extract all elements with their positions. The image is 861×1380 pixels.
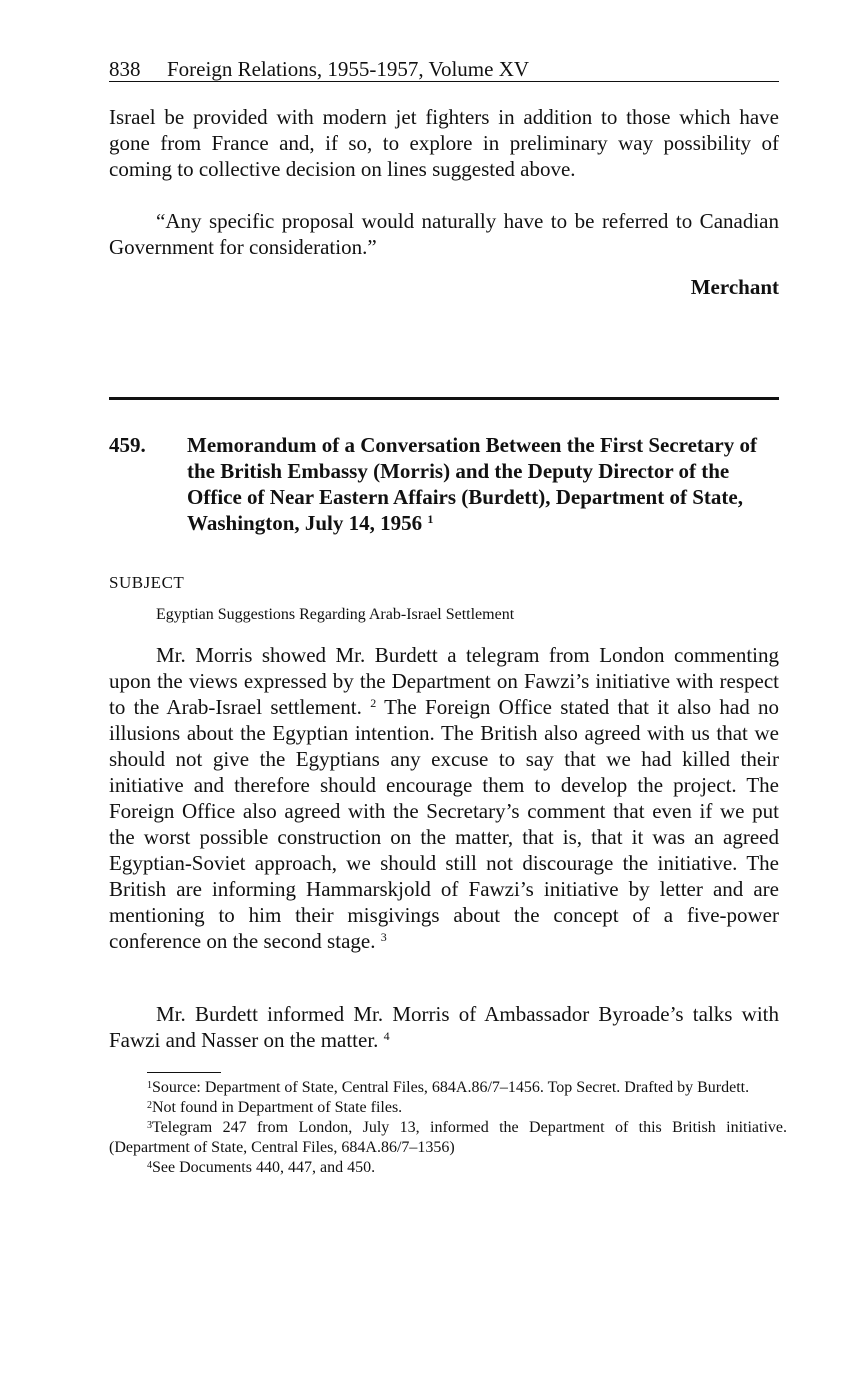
memo-paragraph-2-text: Mr. Burdett informed Mr. Morris of Ambassador Byroade’s talks with Fawzi and Nasser on the matter. <box>109 1002 779 1052</box>
footnote-2-num: 2 <box>147 1100 152 1111</box>
footnote-2-text: Not found in Department of State files. <box>152 1099 403 1116</box>
running-title: Foreign Relations, 1955-1957, Volume XV <box>167 57 530 81</box>
footnotes <box>109 1078 787 1178</box>
footnote-4-text: See Documents 440, 447, and 450. <box>152 1159 376 1176</box>
footnote-4 <box>109 1158 787 1178</box>
page-number: 838 <box>109 57 141 81</box>
footnote-4-num: 4 <box>147 1160 152 1171</box>
footnote-1-text: Source: Department of State, Central Files, 684A.86/7–1456. Top Secret. Drafted by Burdett. <box>152 1079 750 1096</box>
footnote-ref-1: 1 <box>427 512 434 526</box>
footnote-1-num: 1 <box>147 1080 152 1091</box>
footnote-3 <box>109 1118 787 1158</box>
memo-paragraph-1 <box>109 642 779 954</box>
footnote-divider <box>147 1072 221 1073</box>
footnote-ref-3: 3 <box>380 930 387 944</box>
quoted-paragraph: “Any specific proposal would naturally have to be referred to Canadian Government for consideration.” <box>109 209 779 259</box>
footnote-3-num: 3 <box>147 1120 152 1131</box>
footnote-ref-4: 4 <box>383 1029 390 1043</box>
memo-paragraph-1-part-a: Mr. Morris showed Mr. Burdett a telegram from London commenting upon the views expressed by the Department on Fawzi’s initiative with respect to the Arab-Israel settlement. <box>109 643 779 719</box>
memo-paragraph-2 <box>109 1001 779 1053</box>
section-divider <box>109 397 779 400</box>
document-title <box>187 432 787 536</box>
memo-paragraph-1-part-b: The Foreign Office stated that it also had no illusions about the Egyptian intention. The British also agreed with us that we should not give the Egyptians any excuse to say that we had killed their initiative and therefore should encourage them to develop the project. The Foreign Office also agreed with the Secretary’s comment that even if we put the worst possible construction on the matter, that is, that it was an agreed Egyptian-Soviet approach, we should still not discourage the initiative. The British are informing Hammarskjold of Fawzi’s initiative by letter and are mentioning to him their misgivings about the concept of a five-power conference on the second stage. <box>109 695 779 953</box>
continued-paragraph: Israel be provided with modern jet fighters in addition to those which have gone from France and, if so, to explore in preliminary way possibility of coming to collective decision on lines suggested above. <box>109 105 779 181</box>
footnote-3-text: Telegram 247 from London, July 13, informed the Department of this British initiative. (Department of State, Central Files, 684A.86/7–1356) <box>109 1119 787 1156</box>
footnote-2 <box>109 1098 787 1118</box>
signature: Merchant <box>690 275 779 299</box>
running-header <box>109 57 779 82</box>
subject-text: Egyptian Suggestions Regarding Arab-Israel Settlement <box>156 606 515 623</box>
subject-label: SUBJECT <box>109 573 185 592</box>
footnote-1 <box>109 1078 787 1098</box>
document-title-text: Memorandum of a Conversation Between the First Secretary of the British Embassy (Morris) and the Deputy Director of the Office of Near Eastern Affairs (Burdett), Department of State, Washington, July 14, 1956 <box>187 433 757 535</box>
document-number: 459. <box>109 433 146 457</box>
footnote-ref-2: 2 <box>370 696 377 710</box>
